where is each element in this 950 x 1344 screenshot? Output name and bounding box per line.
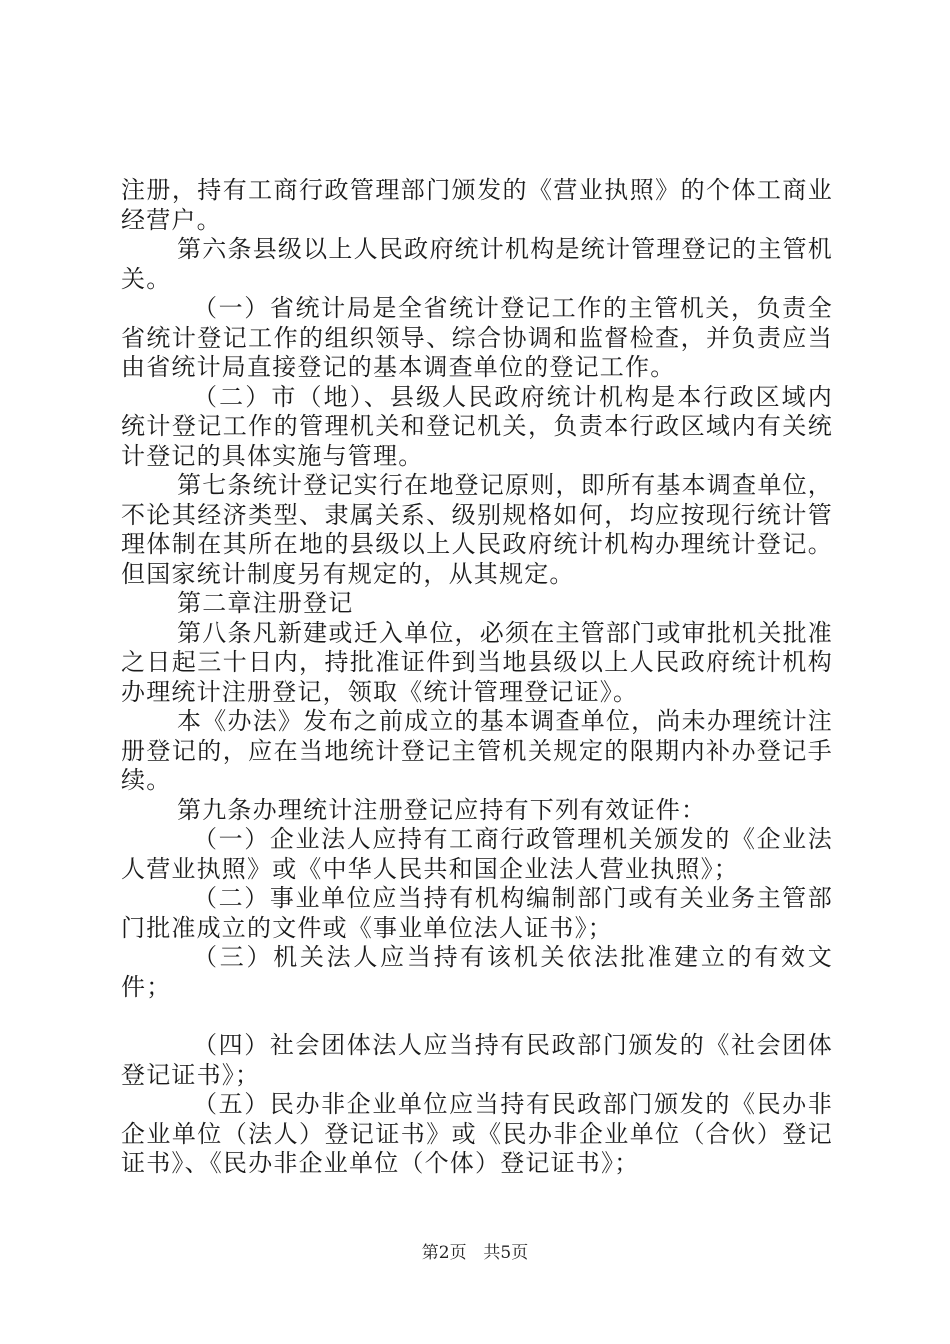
chapter-heading: 第二章注册登记 bbox=[177, 589, 354, 617]
paragraph-article-9-item-2: （二）事业单位应当持有机构编制部门或有关业务主管部门批准成立的文件或《事业单位法人证书》； bbox=[121, 884, 833, 942]
paragraph-article-8: 第八条凡新建或迁入单位，必须在主管部门或审批机关批准之日起三十日内，持批准证件到当地县级以上人民政府统计机构办理统计注册登记，领取《统计管理登记证》。 bbox=[121, 618, 833, 706]
paragraph-article-7: 第七条统计登记实行在地登记原则，即所有基本调查单位，不论其经济类型、隶属关系、级别规格如何，均应按现行统计管理体制在其所在地的县级以上人民政府统计机构办理统计登记。但国家统计制度另有规定的，从其规定。 bbox=[121, 471, 833, 588]
paragraph-article-9-item-5: （五）民办非企业单位应当持有民政部门颁发的《民办非企业单位（法人）登记证书》或《民办非企业单位（合伙）登记证书》、《民办非企业单位（个体）登记证书》； bbox=[121, 1090, 833, 1177]
paragraph-article-6: 第六条县级以上人民政府统计机构是统计管理登记的主管机关。 bbox=[121, 235, 833, 293]
page-total: 共5页 bbox=[483, 1243, 529, 1263]
paragraph-article-6-item-2: （二）市（地）、县级人民政府统计机构是本行政区域内统计登记工作的管理机关和登记机关，负责本行政区域内有关统计登记的具体实施与管理。 bbox=[121, 382, 833, 470]
paragraph-article-8-note: 本《办法》发布之前成立的基本调查单位，尚未办理统计注册登记的，应在当地统计登记主管机关规定的限期内补办登记手续。 bbox=[121, 707, 833, 794]
page-footer bbox=[0, 1243, 950, 1263]
paragraph-article-9: 第九条办理统计注册登记应持有下列有效证件： bbox=[177, 795, 707, 824]
document-body bbox=[121, 176, 833, 1179]
paragraph-article-6-item-1: （一）省统计局是全省统计登记工作的主管机关，负责全省统计登记工作的组织领导、综合协调和监督检查，并负责应当由省统计局直接登记的基本调查单位的登记工作。 bbox=[121, 294, 833, 381]
paragraph-article-9-item-1: （一）企业法人应持有工商行政管理机关颁发的《企业法人营业执照》或《中华人民共和国企业法人营业执照》； bbox=[121, 825, 833, 883]
paragraph-continuation: 注册，持有工商行政管理部门颁发的《营业执照》的个体工商业经营户。 bbox=[121, 176, 833, 234]
paragraph-article-9-item-4: （四）社会团体法人应当持有民政部门颁发的《社会团体登记证书》； bbox=[121, 1031, 833, 1089]
page-number: 第2页 bbox=[421, 1243, 467, 1263]
paragraph-article-9-item-3: （三）机关法人应当持有该机关依法批准建立的有效文件； bbox=[121, 943, 833, 1001]
